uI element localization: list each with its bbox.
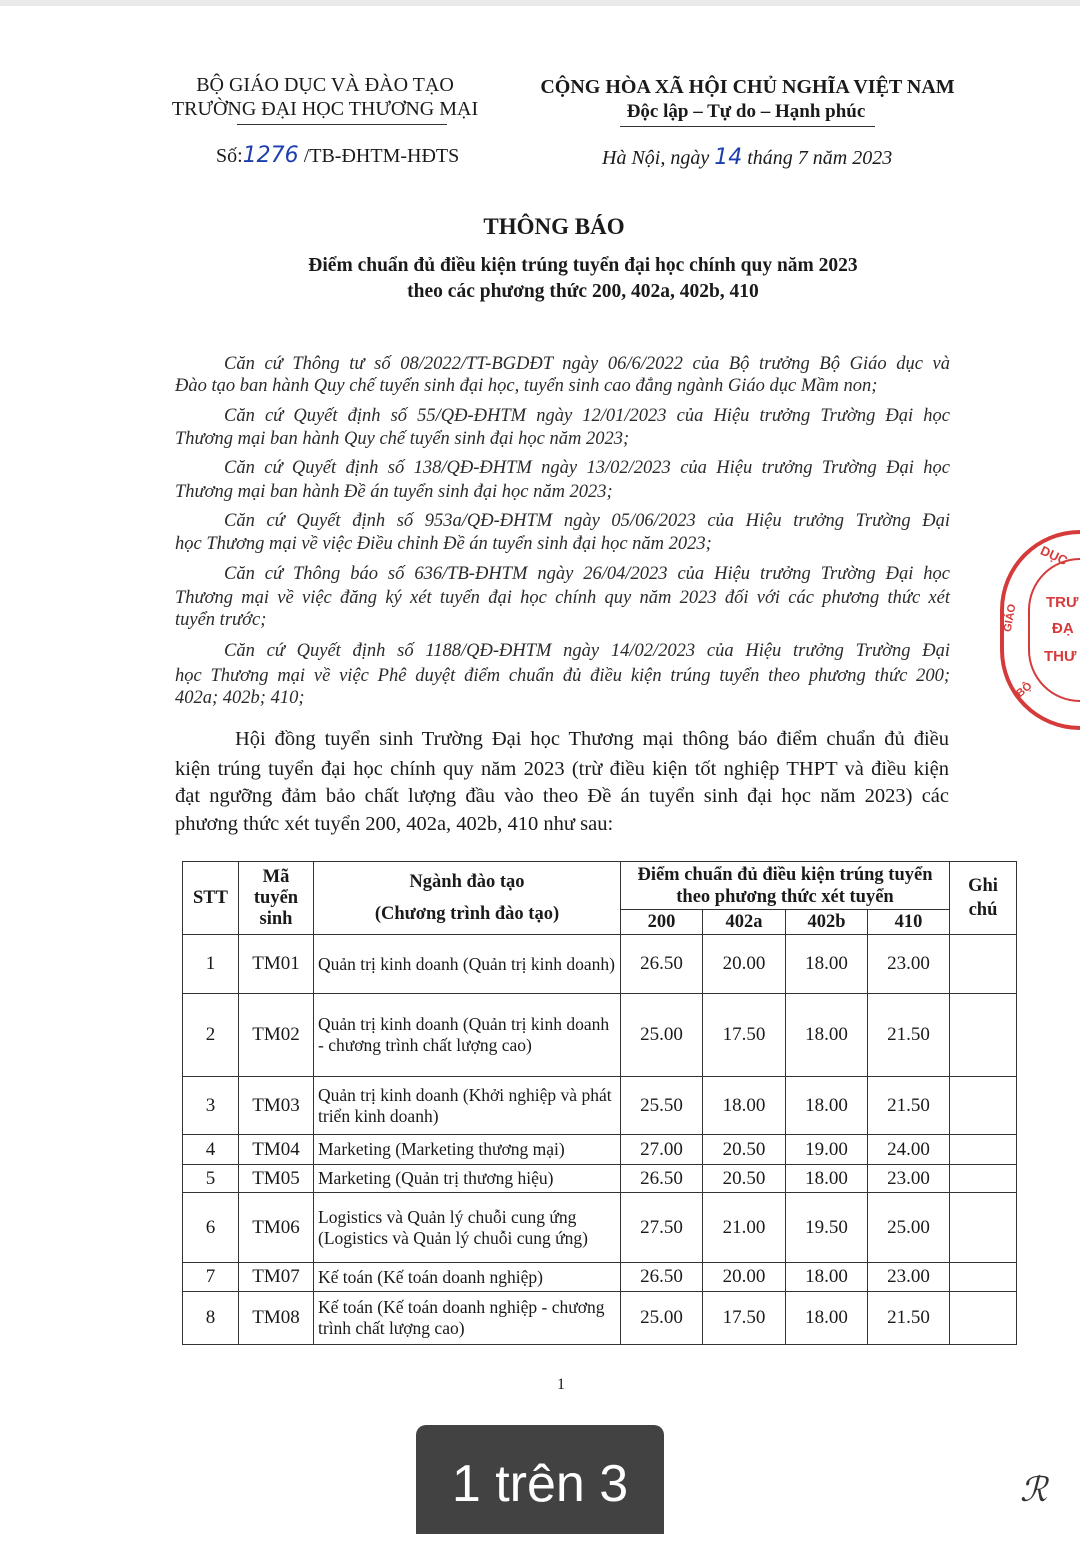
stt-cell: 1 [183, 935, 239, 994]
stt-cell: 4 [183, 1135, 239, 1165]
ministry-name: BỘ GIÁO DỤC VÀ ĐÀO TẠO [196, 74, 454, 96]
score-402a-cell: 17.50 [703, 1292, 786, 1345]
legal-basis-line: Đào tạo ban hành Quy chế tuyển sinh đại học, tuyển sinh cao đẳng ngành Giáo dục Mầm non; [175, 376, 878, 396]
score-200-cell: 26.50 [621, 1263, 703, 1292]
note-cell [950, 1077, 1017, 1135]
table-row [183, 1077, 1017, 1135]
table-row [183, 1263, 1017, 1292]
score-402a-cell: 20.00 [703, 935, 786, 994]
code-cell: TM07 [239, 1263, 314, 1292]
header-method-410: 410 [868, 910, 950, 935]
stt-cell: 2 [183, 994, 239, 1077]
major-cell: Kế toán (Kế toán doanh nghiệp - chương trình chất lượng cao) [314, 1292, 621, 1345]
score-402b-cell: 18.00 [786, 1077, 868, 1135]
legal-basis-line: 402a; 402b; 410; [175, 688, 305, 708]
motto: Độc lập – Tự do – Hạnh phúc [626, 101, 866, 122]
cutoff-score-table [182, 861, 1017, 1345]
page-indicator-overlay: 1 trên 3 [416, 1425, 664, 1534]
major-cell: Marketing (Marketing thương mại) [314, 1135, 621, 1165]
header-major-line1: Ngành đào tạo [409, 872, 525, 892]
stt-cell: 3 [183, 1077, 239, 1135]
score-402b-cell: 18.00 [786, 994, 868, 1077]
announcement-line: phương thức xét tuyển 200, 402a, 402b, 410 như sau: [175, 813, 614, 835]
note-cell [950, 994, 1017, 1077]
score-410-cell: 21.50 [868, 1292, 950, 1345]
legal-basis-line: Thương mại về việc đăng ký xét tuyển đại học chính quy năm 2023 đối với các phương thức xét [175, 588, 950, 608]
date-prefix: Hà Nội, ngày [602, 147, 710, 169]
header-stt: STT [183, 862, 239, 935]
score-410-cell: 21.50 [868, 994, 950, 1077]
score-200-cell: 26.50 [621, 1165, 703, 1193]
header-major [314, 862, 621, 935]
code-cell: TM03 [239, 1077, 314, 1135]
score-402b-cell: 19.00 [786, 1135, 868, 1165]
note-cell [950, 935, 1017, 994]
code-cell: TM08 [239, 1292, 314, 1345]
handwritten-number: 1276 [242, 143, 299, 168]
stamp-text: GIÁO [1001, 603, 1019, 633]
header-note: Ghi chú [950, 862, 1017, 935]
underline [237, 124, 447, 125]
notice-subtitle-1: Điểm chuẩn đủ điều kiện trúng tuyển đại học chính quy năm 2023 [308, 255, 858, 276]
stt-cell: 6 [183, 1193, 239, 1263]
stamp-text: THƯ [1044, 648, 1077, 665]
score-402b-cell: 18.00 [786, 1292, 868, 1345]
major-cell: Marketing (Quản trị thương hiệu) [314, 1165, 621, 1193]
number-suffix: /TB-ĐHTM-HĐTS [303, 145, 460, 167]
score-200-cell: 25.00 [621, 1292, 703, 1345]
header-method-402a: 402a [703, 910, 786, 935]
major-cell: Kế toán (Kế toán doanh nghiệp) [314, 1263, 621, 1292]
table-row [183, 1193, 1017, 1263]
score-410-cell: 23.00 [868, 935, 950, 994]
code-cell: TM05 [239, 1165, 314, 1193]
page-edge [0, 0, 1080, 6]
legal-basis-line: học Thương mại về việc Điều chỉnh Đề án tuyển sinh đại học năm 2023; [175, 534, 712, 554]
score-200-cell: 25.50 [621, 1077, 703, 1135]
stamp-text: DỤC [1038, 542, 1071, 569]
score-410-cell: 23.00 [868, 1165, 950, 1193]
legal-basis-line: Thương mại ban hành Quy chế tuyển sinh đại học năm 2023; [175, 429, 630, 449]
header-code: Mã tuyển sinh [239, 862, 314, 935]
notice-title: THÔNG BÁO [483, 214, 625, 239]
code-cell: TM01 [239, 935, 314, 994]
note-cell [950, 1165, 1017, 1193]
legal-basis-line: Căn cứ Quyết định số 138/QĐ-ĐHTM ngày 13/02/2023 của Hiệu trưởng Trường Đại học [224, 458, 950, 478]
stamp-text: BỘ [1014, 680, 1035, 700]
major-cell: Quản trị kinh doanh (Quản trị kinh doanh) [314, 935, 621, 994]
table-row [183, 1135, 1017, 1165]
note-cell [950, 1263, 1017, 1292]
underline [620, 126, 875, 127]
score-402a-cell: 18.00 [703, 1077, 786, 1135]
university-name: TRƯỜNG ĐẠI HỌC THƯƠNG MẠI [171, 98, 479, 120]
major-cell: Logistics và Quản lý chuỗi cung ứng (Logistics và Quản lý chuỗi cung ứng) [314, 1193, 621, 1263]
stamp-text: TRƯ [1046, 594, 1079, 611]
note-cell [950, 1193, 1017, 1263]
date-suffix: tháng 7 năm 2023 [747, 147, 893, 169]
major-cell: Quản trị kinh doanh (Khởi nghiệp và phát triển kinh doanh) [314, 1077, 621, 1135]
legal-basis-line: Căn cứ Quyết định số 55/QĐ-ĐHTM ngày 12/01/2023 của Hiệu trưởng Trường Đại học [224, 406, 950, 426]
table-row [183, 1165, 1017, 1193]
major-cell: Quản trị kinh doanh (Quản trị kinh doanh - chương trình chất lượng cao) [314, 994, 621, 1077]
header-major-line2: (Chương trình đào tạo) [374, 904, 560, 924]
score-402a-cell: 20.50 [703, 1165, 786, 1193]
stt-cell: 7 [183, 1263, 239, 1292]
announcement-line: kiện trúng tuyển đại học chính quy năm 2023 (trừ điều kiện tốt nghiệp THPT và điều kiện [175, 758, 949, 780]
legal-basis-line: Căn cứ Thông báo số 636/TB-ĐHTM ngày 26/04/2023 của Hiệu trưởng Trường Đại học [224, 564, 950, 584]
notice-subtitle-2: theo các phương thức 200, 402a, 402b, 410 [407, 281, 759, 302]
score-200-cell: 27.50 [621, 1193, 703, 1263]
note-cell [950, 1292, 1017, 1345]
score-200-cell: 26.50 [621, 935, 703, 994]
table-row [183, 994, 1017, 1077]
legal-basis-line: Căn cứ Thông tư số 08/2022/TT-BGDĐT ngày 06/6/2022 của Bộ trưởng Bộ Giáo dục và [224, 354, 950, 374]
page-number: 1 [557, 1376, 565, 1393]
score-200-cell: 27.00 [621, 1135, 703, 1165]
code-cell: TM02 [239, 994, 314, 1077]
header-score-group: Điểm chuẩn đủ điều kiện trúng tuyển theo phương thức xét tuyển [621, 862, 950, 910]
table-row [183, 935, 1017, 994]
stamp-text: ĐẠ [1052, 620, 1074, 637]
legal-basis-line: tuyển trước; [175, 610, 267, 630]
announcement-line: Hội đồng tuyển sinh Trường Đại học Thương mại thông báo điểm chuẩn đủ điều [235, 728, 949, 750]
note-cell [950, 1135, 1017, 1165]
legal-basis-line: Căn cứ Quyết định số 953a/QĐ-ĐHTM ngày 05/06/2023 của Hiệu trưởng Trường Đại [224, 511, 950, 531]
document-date [602, 145, 892, 170]
score-402a-cell: 21.00 [703, 1193, 786, 1263]
score-402a-cell: 17.50 [703, 994, 786, 1077]
handwritten-day: 14 [714, 145, 743, 170]
score-200-cell: 25.00 [621, 994, 703, 1077]
republic-name: CỘNG HÒA XÃ HỘI CHỦ NGHĨA VIỆT NAM [540, 76, 955, 98]
score-402b-cell: 19.50 [786, 1193, 868, 1263]
score-410-cell: 21.50 [868, 1077, 950, 1135]
official-stamp [1000, 530, 1080, 730]
score-402a-cell: 20.50 [703, 1135, 786, 1165]
score-410-cell: 24.00 [868, 1135, 950, 1165]
score-402b-cell: 18.00 [786, 935, 868, 994]
score-402b-cell: 18.00 [786, 1263, 868, 1292]
table-row [183, 1292, 1017, 1345]
legal-basis-line: học Thương mại về việc Phê duyệt điểm chuẩn đủ điều kiện trúng tuyển theo phương thức 200; [175, 666, 950, 686]
score-410-cell: 25.00 [868, 1193, 950, 1263]
score-410-cell: 23.00 [868, 1263, 950, 1292]
stt-cell: 8 [183, 1292, 239, 1345]
legal-basis-line: Thương mại ban hành Đề án tuyển sinh đại học năm 2023; [175, 482, 613, 502]
score-402a-cell: 20.00 [703, 1263, 786, 1292]
score-402b-cell: 18.00 [786, 1165, 868, 1193]
stt-cell: 5 [183, 1165, 239, 1193]
document-number [216, 143, 459, 168]
announcement-line: đạt ngưỡng đảm bảo chất lượng đầu vào theo Đề án tuyển sinh đại học năm 2023) các [175, 785, 949, 807]
code-cell: TM04 [239, 1135, 314, 1165]
header-method-402b: 402b [786, 910, 868, 935]
number-prefix: Số: [216, 145, 243, 167]
initials-mark: ℛ [1020, 1470, 1048, 1510]
legal-basis-line: Căn cứ Quyết định số 1188/QĐ-ĐHTM ngày 14/02/2023 của Hiệu trưởng Trường Đại [224, 641, 950, 661]
header-method-200: 200 [621, 910, 703, 935]
code-cell: TM06 [239, 1193, 314, 1263]
